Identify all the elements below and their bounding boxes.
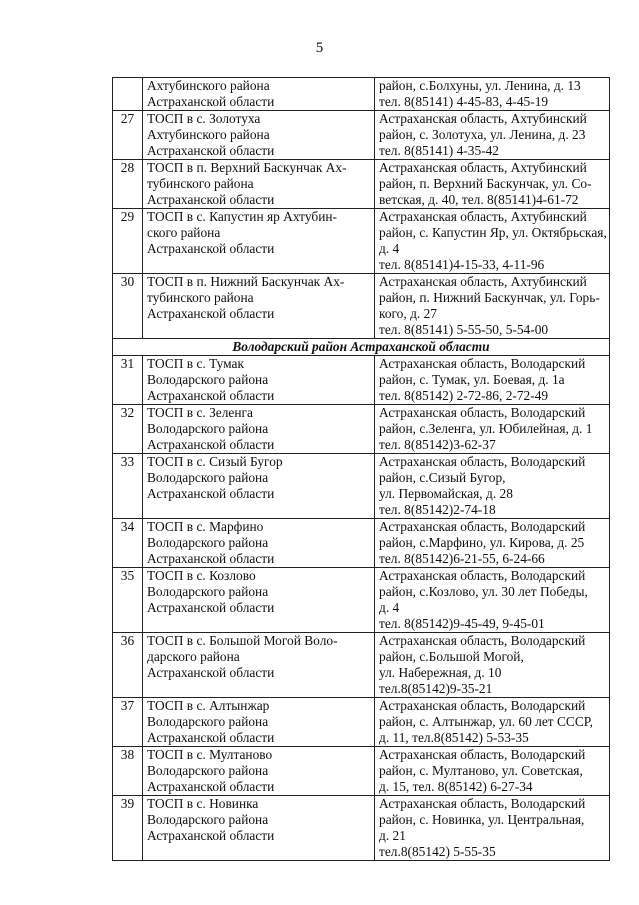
- office-name-cell: [143, 633, 375, 698]
- office-name-line: ТОСП в с. Тумак: [147, 356, 244, 371]
- office-name-cell: [143, 160, 375, 209]
- office-address-line: тел. 8(85141) 5-55-50, 5-54-00: [379, 322, 549, 337]
- office-address-cell: [375, 796, 610, 861]
- registry-table: [112, 77, 610, 861]
- table-row: [113, 405, 610, 454]
- row-number: 28: [113, 160, 143, 209]
- office-address-cell: [375, 274, 610, 339]
- row-number: 39: [113, 796, 143, 861]
- office-address-line: ул. Набережная, д. 10: [379, 665, 502, 680]
- row-number: 35: [113, 568, 143, 633]
- office-address-line: район, с. Мултаново, ул. Советская,: [379, 763, 583, 778]
- office-address-cell: [375, 78, 610, 111]
- table-row: [113, 698, 610, 747]
- office-address-line: тел. 8(85141) 4-45-83, 4-45-19: [379, 94, 549, 109]
- office-address-line: д. 11, тел.8(85142) 5-53-35: [379, 730, 529, 745]
- office-address-cell: [375, 160, 610, 209]
- office-address-line: Астраханская область, Ахтубинский: [379, 111, 587, 126]
- table-row: [113, 356, 610, 405]
- table-row: [113, 796, 610, 861]
- office-address-cell: [375, 454, 610, 519]
- office-name-line: Володарского района: [147, 372, 269, 387]
- office-address-cell: [375, 633, 610, 698]
- office-name-line: ТОСП в с. Сизый Бугор: [147, 454, 283, 469]
- office-address-line: д. 15, тел. 8(85142) 6-27-34: [379, 779, 533, 794]
- table-row: [113, 454, 610, 519]
- office-name-cell: [143, 405, 375, 454]
- table-row: [113, 274, 610, 339]
- table-row: [113, 111, 610, 160]
- office-address-line: тел.8(85142) 5-55-35: [379, 844, 496, 859]
- office-address-line: район, с. Капустин Яр, ул. Октябрьская,: [379, 225, 607, 240]
- office-address-line: Астраханская область, Ахтубинский: [379, 160, 587, 175]
- office-address-line: район, с.Болхуны, ул. Ленина, д. 13: [379, 78, 581, 93]
- row-number: 30: [113, 274, 143, 339]
- office-name-line: Астраханской области: [147, 828, 275, 843]
- office-address-line: тел. 8(85141)4-15-33, 4-11-96: [379, 257, 545, 272]
- office-name-cell: [143, 209, 375, 274]
- office-name-line: Астраханской области: [147, 551, 275, 566]
- row-number: 34: [113, 519, 143, 568]
- office-address-cell: [375, 698, 610, 747]
- office-address-line: Астраханская область, Ахтубинский: [379, 209, 587, 224]
- office-name-line: Астраханской области: [147, 94, 275, 109]
- office-address-line: тел.8(85142)9-35-21: [379, 681, 493, 696]
- office-name-line: Астраханской области: [147, 437, 275, 452]
- page-number: 5: [315, 40, 324, 56]
- office-address-line: район, с. Тумак, ул. Боевая, д. 1а: [379, 372, 565, 387]
- table-row: [113, 78, 610, 111]
- office-address-line: район, п. Нижний Баскунчак, ул. Горь-: [379, 290, 600, 305]
- office-name-line: Володарского района: [147, 714, 269, 729]
- office-address-line: тел. 8(85141) 4-35-42: [379, 143, 500, 158]
- office-name-line: Астраханской области: [147, 600, 275, 615]
- office-address-line: д. 4: [379, 241, 400, 256]
- row-number: 38: [113, 747, 143, 796]
- table-row: [113, 633, 610, 698]
- office-name-line: ТОСП в с. Капустин яр Ахтубин-: [147, 209, 337, 224]
- office-address-line: Астраханская область, Володарский: [379, 519, 586, 534]
- row-number: 31: [113, 356, 143, 405]
- office-address-line: район, с.Козлово, ул. 30 лет Победы,: [379, 584, 588, 599]
- office-name-line: Ахтубинского района: [147, 78, 270, 93]
- office-address-line: район, с. Алтынжар, ул. 60 лет СССР,: [379, 714, 593, 729]
- office-name-cell: [143, 747, 375, 796]
- office-name-line: Астраханской области: [147, 486, 275, 501]
- office-address-line: тел. 8(85142) 2-72-86, 2-72-49: [379, 388, 549, 403]
- table-row: [113, 568, 610, 633]
- office-name-line: Астраханской области: [147, 665, 275, 680]
- office-name-line: ТОСП в с. Большой Могой Воло-: [147, 633, 338, 648]
- office-name-line: ТОСП в п. Верхний Баскунчак Ах-: [147, 160, 347, 175]
- office-address-line: Астраханская область, Володарский: [379, 796, 586, 811]
- office-name-cell: [143, 698, 375, 747]
- office-name-line: ТОСП в с. Новинка: [147, 796, 259, 811]
- row-number: 29: [113, 209, 143, 274]
- office-address-line: кого, д. 27: [379, 306, 437, 321]
- office-name-line: Володарского района: [147, 535, 269, 550]
- office-name-line: Володарского района: [147, 421, 269, 436]
- office-name-line: Астраханской области: [147, 192, 275, 207]
- office-address-line: район, с.Сизый Бугор,: [379, 470, 506, 485]
- office-name-line: ТОСП в п. Нижний Баскунчак Ах-: [147, 274, 345, 289]
- office-name-cell: [143, 796, 375, 861]
- office-address-line: Астраханская область, Володарский: [379, 698, 586, 713]
- office-address-line: ветская, д. 40, тел. 8(85141)4-61-72: [379, 192, 579, 207]
- office-name-line: Астраханской области: [147, 388, 275, 403]
- registry-body: [113, 78, 610, 861]
- office-name-line: ТОСП в с. Золотуха: [147, 111, 261, 126]
- office-address-line: тел. 8(85142)3-62-37: [379, 437, 496, 452]
- office-name-line: Астраханской области: [147, 143, 275, 158]
- table-row: [113, 209, 610, 274]
- section-heading-row: [113, 339, 610, 356]
- office-address-line: Астраханская область, Володарский: [379, 568, 586, 583]
- row-number: 32: [113, 405, 143, 454]
- office-name-line: тубинского района: [147, 176, 254, 191]
- office-address-cell: [375, 356, 610, 405]
- office-name-line: дарского района: [147, 649, 240, 664]
- table-row: [113, 747, 610, 796]
- office-name-line: Астраханской области: [147, 730, 275, 745]
- office-address-line: район, с. Новинка, ул. Центральная,: [379, 812, 585, 827]
- row-number: 36: [113, 633, 143, 698]
- office-address-line: ул. Первомайская, д. 28: [379, 486, 513, 501]
- office-address-cell: [375, 747, 610, 796]
- row-number: [113, 78, 143, 111]
- office-name-cell: [143, 356, 375, 405]
- office-address-cell: [375, 568, 610, 633]
- office-address-line: д. 4: [379, 600, 400, 615]
- office-address-cell: [375, 519, 610, 568]
- office-address-line: район, п. Верхний Баскунчак, ул. Со-: [379, 176, 592, 191]
- office-name-line: Володарского района: [147, 763, 269, 778]
- office-address-line: район, с.Марфино, ул. Кирова, д. 25: [379, 535, 585, 550]
- office-name-cell: [143, 274, 375, 339]
- office-address-line: Астраханская область, Володарский: [379, 633, 586, 648]
- office-address-line: Астраханская область, Ахтубинский: [379, 274, 587, 289]
- office-name-cell: [143, 78, 375, 111]
- table-row: [113, 519, 610, 568]
- office-address-line: Астраханская область, Володарский: [379, 356, 586, 371]
- office-name-line: Астраханской области: [147, 306, 275, 321]
- office-address-line: тел. 8(85142)6-21-55, 6-24-66: [379, 551, 545, 566]
- office-name-line: Володарского района: [147, 812, 269, 827]
- office-address-line: район, с. Золотуха, ул. Ленина, д. 23: [379, 127, 586, 142]
- office-address-line: д. 21: [379, 828, 406, 843]
- office-address-line: тел. 8(85142)2-74-18: [379, 502, 496, 517]
- office-name-line: Володарского района: [147, 584, 269, 599]
- office-name-line: Ахтубинского района: [147, 127, 270, 142]
- office-address-cell: [375, 209, 610, 274]
- office-name-line: ТОСП в с. Козлово: [147, 568, 256, 583]
- office-name-line: ТОСП в с. Мултаново: [147, 747, 273, 762]
- office-name-line: Астраханской области: [147, 779, 275, 794]
- table-row: [113, 160, 610, 209]
- row-number: 37: [113, 698, 143, 747]
- office-name-line: ТОСП в с. Марфино: [147, 519, 264, 534]
- office-name-cell: [143, 568, 375, 633]
- office-name-line: Володарского района: [147, 470, 269, 485]
- office-address-line: тел. 8(85142)9-45-49, 9-45-01: [379, 616, 545, 631]
- office-address-line: Астраханская область, Володарский: [379, 454, 586, 469]
- office-name-line: ского района: [147, 225, 221, 240]
- row-number: 27: [113, 111, 143, 160]
- section-heading: Володарский район Астраханской области: [113, 339, 610, 356]
- office-address-line: Астраханская область, Володарский: [379, 747, 586, 762]
- office-address-line: район, с.Большой Могой,: [379, 649, 524, 664]
- office-name-cell: [143, 454, 375, 519]
- row-number: 33: [113, 454, 143, 519]
- office-name-cell: [143, 111, 375, 160]
- office-address-cell: [375, 405, 610, 454]
- office-name-line: тубинского района: [147, 290, 254, 305]
- office-address-cell: [375, 111, 610, 160]
- office-address-line: район, с.Зеленга, ул. Юбилейная, д. 1: [379, 421, 593, 436]
- office-name-cell: [143, 519, 375, 568]
- office-address-line: Астраханская область, Володарский: [379, 405, 586, 420]
- office-name-line: ТОСП в с. Алтынжар: [147, 698, 270, 713]
- office-name-line: ТОСП в с. Зеленга: [147, 405, 253, 420]
- office-name-line: Астраханской области: [147, 241, 275, 256]
